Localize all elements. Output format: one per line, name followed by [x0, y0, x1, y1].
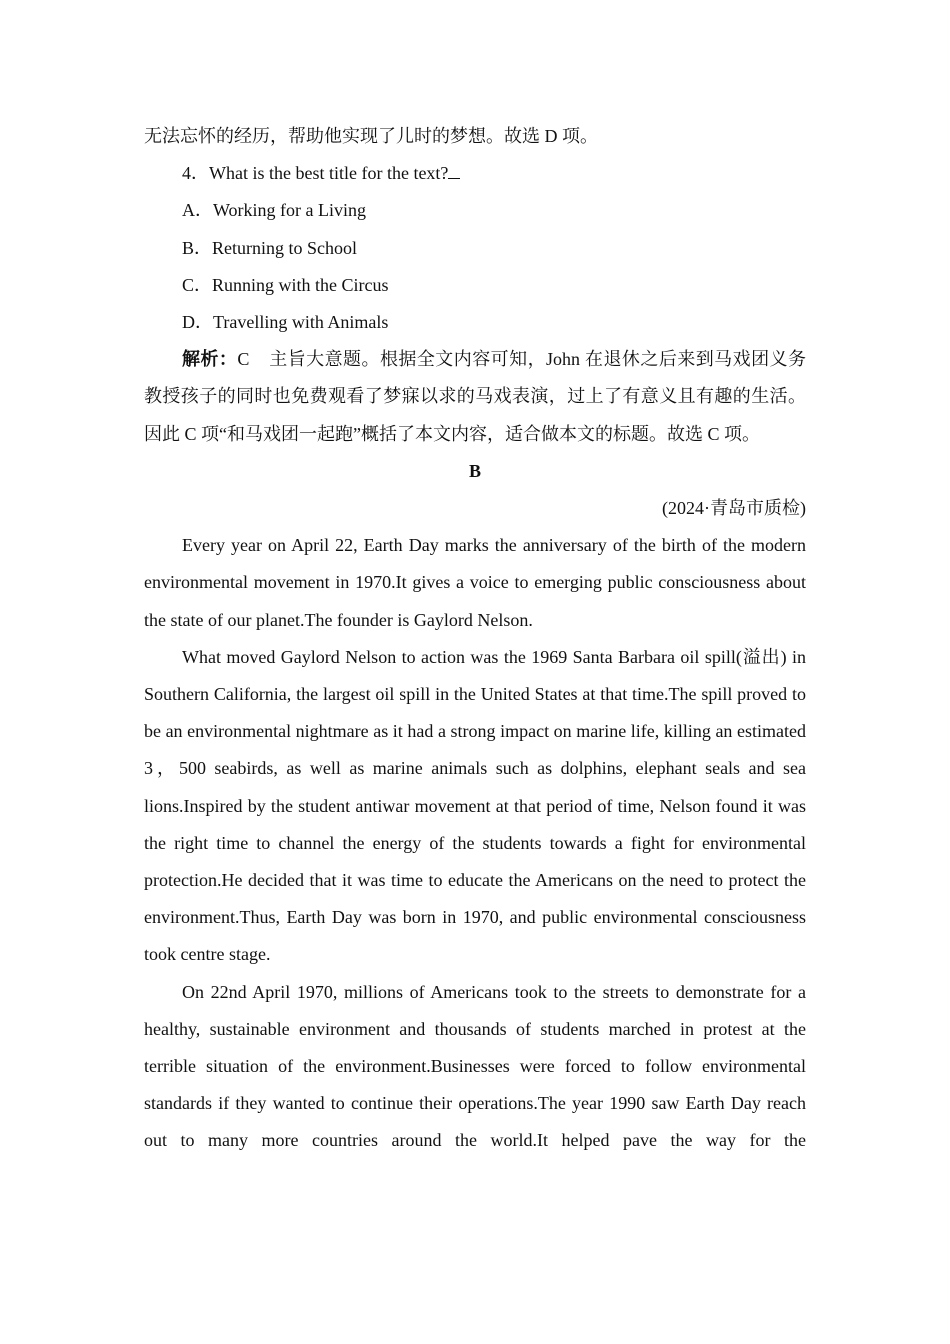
- question-4: [144, 155, 806, 192]
- option-letter: D．: [182, 312, 213, 333]
- option-text: Travelling with Animals: [213, 312, 389, 333]
- previous-explanation-tail: 无法忘怀的经历，帮助他实现了儿时的梦想。故选 D 项。: [144, 126, 598, 146]
- option-text: Working for a Living: [213, 200, 367, 221]
- analysis-label: 解析：: [182, 349, 238, 370]
- question-number: 4．: [182, 163, 209, 184]
- passage-paragraph-2: What moved Gaylord Nelson to action was the 1969 Santa Barbara oil spill(溢出) in Southern California, the largest oil spill in the United States at that time.The spill proved to be an environmental nightmare as it had a strong impact on marine life, killing an estimated 3，500 seabirds, as well as marine animals such as dolphins, elephant seals and sea lions.Inspired by the student antiwar movement at that period of time, Nelson found it was the right time to channel the energy of the students towards a fight for environmental protection.He decided that it was time to educate the Americans on the need to protect the environment.Thus, Earth Day was born in 1970, and public environmental consciousness took centre stage.: [144, 646, 806, 965]
- passage-paragraph-3: On 22nd April 1970, millions of Americans took to the streets to demonstrate for a healthy, sustainable environment and thousands of students marched in protest at the terrible situation of the environment.Businesses were forced to follow environmental standards if they wanted to continue their operations.The year 1990 saw Earth Day reach out to many more countries around the world.It helped pave the way for the: [144, 981, 806, 1151]
- section-source: (2024·青岛市质检): [662, 498, 806, 519]
- option-a: [144, 192, 806, 229]
- section-heading: B: [468, 460, 481, 481]
- document-page: [144, 118, 806, 1160]
- option-letter: C．: [182, 274, 213, 295]
- answer-blank: [448, 164, 460, 179]
- analysis-answer: C: [237, 349, 250, 370]
- option-c: [144, 267, 806, 304]
- option-text: Running with the Circus: [212, 274, 389, 295]
- option-letter: A．: [182, 200, 213, 221]
- analysis-text: 主旨大意题。根据全文内容可知，John 在退休之后来到马戏团义务教授孩子的同时也免费观看了梦寐以求的马戏表演，过上了有意义且有趣的生活。因此 C 项“和马戏团一起跑”概括了本文内容，适合做本文的标题。故选 C 项。: [144, 349, 807, 444]
- option-b: [144, 230, 806, 267]
- option-letter: B．: [182, 237, 213, 258]
- passage-paragraph-1: Every year on April 22, Earth Day marks the anniversary of the birth of the modern environmental movement in 1970.It gives a voice to emerging public consciousness about the state of our planet.The founder is Gaylord Nelson.: [144, 535, 806, 630]
- option-d: [144, 304, 806, 341]
- option-text: Returning to School: [212, 237, 358, 258]
- analysis-paragraph: [144, 341, 806, 453]
- question-text: What is the best title for the text?: [209, 163, 449, 184]
